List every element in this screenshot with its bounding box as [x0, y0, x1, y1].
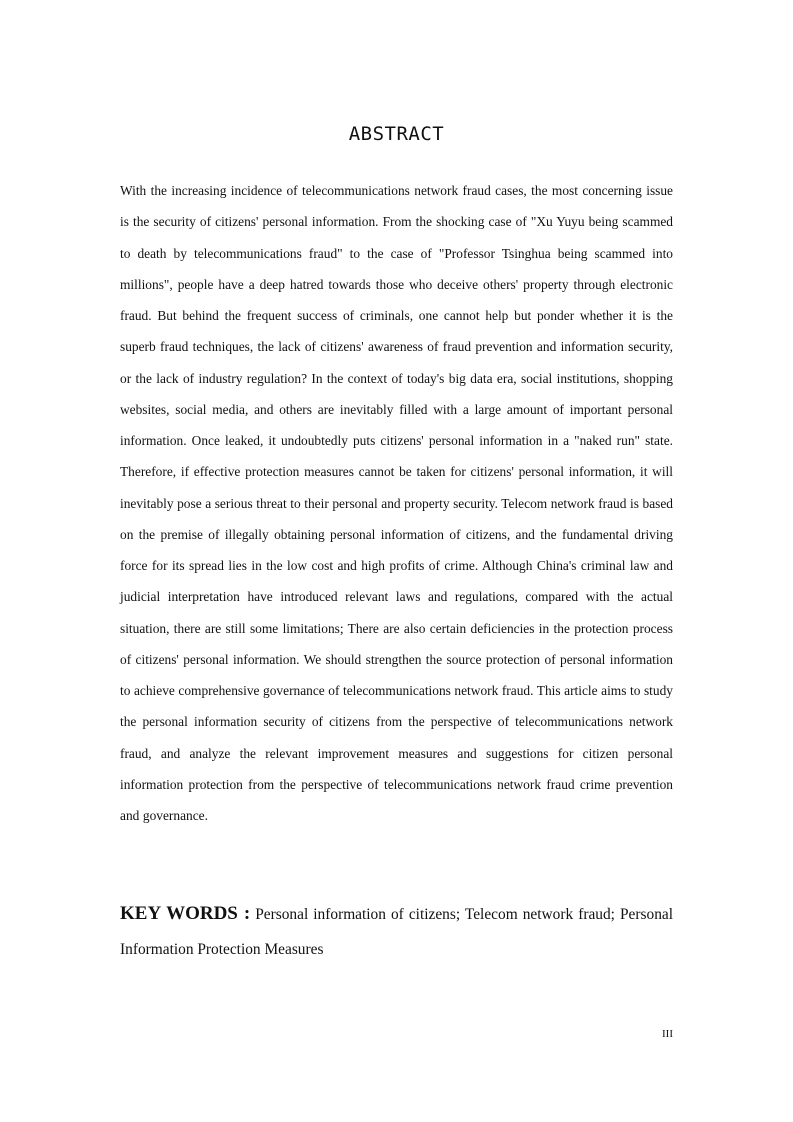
- keywords-text: Personal information of citizens; Telecom network fraud; Personal Information Protection Measures: [120, 906, 673, 958]
- abstract-body: With the increasing incidence of telecommunications network fraud cases, the most concerning issue is the security of citizens' personal information. From the shocking case of "Xu Yuyu being scammed to death by telecommunications fraud" to the case of "Professor Tsinghua being scammed into millions", people have a deep hatred towards those who deceive others' property through electronic fraud. But behind the frequent success of criminals, one cannot help but ponder whether it is the superb fraud techniques, the lack of citizens' awareness of fraud prevention and information security, or the lack of industry regulation? In the context of today's big data era, social institutions, shopping websites, social media, and others are inevitably filled with a large amount of important personal information. Once leaked, it undoubtedly puts citizens' personal information in a "naked run" state. Therefore, if effective protection measures cannot be taken for citizens' personal information, it will inevitably pose a serious threat to their personal and property security. Telecom network fraud is based on the premise of illegally obtaining personal information of citizens, and the fundamental driving force for its spread lies in the low cost and high profits of crime. Although China's criminal law and judicial interpretation have introduced relevant laws and regulations, compared with the actual situation, there are still some limitations; There are also certain deficiencies in the protection process of citizens' personal information. We should strengthen the source protection of personal information to achieve comprehensive governance of telecommunications network fraud. This article aims to study the personal information security of citizens from the perspective of telecommunications network fraud, and analyze the relevant improvement measures and suggestions for citizen personal information protection from the perspective of telecommunications network fraud crime prevention and governance.: [120, 183, 673, 823]
- keywords-label: KEY WORDS :: [120, 903, 251, 924]
- abstract-title: ABSTRACT: [348, 123, 445, 145]
- keywords-paragraph: [120, 896, 673, 967]
- page-number: III: [662, 1028, 673, 1040]
